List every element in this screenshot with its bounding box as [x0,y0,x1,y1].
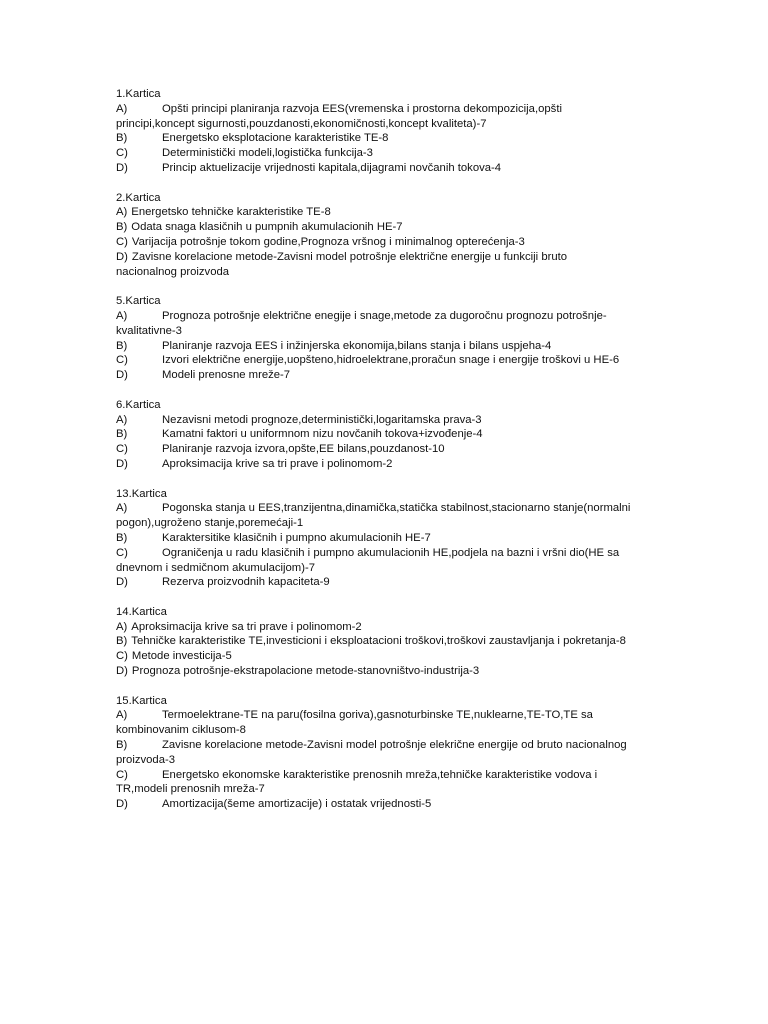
kartica-title: 13.Kartica [116,487,167,500]
kartica-item [116,309,656,339]
item-label: C) [116,650,128,663]
item-text: Pogonska stanja u EES,tranzijentna,dinamička,statička stabilnost,stacionarno stanje(normalni [162,502,631,515]
item-text-continuation: principi,koncept sigurnosti,pouzdanosti,ekonomičnosti,koncept kvaliteta)-7 [116,117,487,130]
kartica-title: 6.Kartica [116,398,161,411]
kartica-item [116,768,656,798]
item-text: Tehničke karakteristike TE,investicioni i eksploatacioni troškovi,troškovi zaustavljanja i pokretanja-8 [131,635,626,648]
item-text: Zavisne korelacione metode-Zavisni model potrošnje elekrične energije od bruto nacionalnog [162,739,627,752]
item-text: Kamatni faktori u uniformnom nizu novčanih tokova+izvođenje-4 [162,428,483,441]
kartica-section [116,294,656,383]
item-text: Energetsko tehničke karakteristike TE-8 [131,206,331,219]
item-text: Prognoza potrošnje-ekstrapolacione metode-stanovništvo-industrija-3 [131,665,480,678]
kartica-item [116,427,656,442]
item-label: A) [116,620,128,633]
kartica-section [116,87,656,176]
item-text-continuation: kvalitativne-3 [116,324,182,337]
item-text-continuation: pogon),ugroženo stanje,poremećaji-1 [116,517,304,530]
kartica-section [116,605,656,679]
kartica-title: 14.Kartica [116,605,167,618]
item-text: Nezavisni metodi prognoze,deterministički,logaritamska prava-3 [162,413,482,426]
item-label: C) [116,768,128,781]
item-text: Rezerva proizvodnih kapaciteta-9 [162,576,330,589]
kartica-item [116,575,656,590]
kartica-item [116,413,656,428]
item-text: Amortizacija(šeme amortizacije) i ostatak vrijednosti-5 [162,798,432,811]
item-label: B) [116,339,128,352]
item-text-continuation: kombinovanim ciklusom-8 [116,724,246,737]
kartica-item [116,235,656,250]
kartica-item [116,708,656,738]
item-label: C) [116,147,128,160]
kartica-section [116,191,656,280]
item-text: Energetsko ekonomske karakteristike prenosnih mreža,tehničke karakteristike vodova i [162,768,598,781]
kartica-item [116,339,656,354]
kartica-item [116,368,656,383]
kartica-item [116,738,656,768]
kartica-item [116,649,656,664]
item-label: D) [116,576,128,589]
item-label: A) [116,413,128,426]
document-page [116,87,656,827]
kartica-title: 2.Kartica [116,191,161,204]
item-label: A) [116,309,128,322]
item-label: C) [116,235,128,248]
kartica-item [116,102,656,132]
kartica-item [116,353,656,368]
item-text: Zavisne korelacione metode-Zavisni model potrošnje električne energije u funkciji bruto [131,250,568,263]
item-label: A) [116,502,128,515]
item-label: C) [116,546,128,559]
kartica-item [116,442,656,457]
item-text: Odata snaga klasičnih u pumpnih akumulacionih HE-7 [131,221,403,234]
item-label: B) [116,739,128,752]
item-text: Aproksimacija krive sa tri prave i polinomom-2 [162,457,393,470]
item-label: B) [116,132,128,145]
item-text: Planiranje razvoja izvora,opšte,EE bilans,pouzdanost-10 [162,443,445,456]
item-text: Modeli prenosne mreže-7 [162,369,291,382]
kartica-item [116,220,656,235]
item-text: Izvori električne energije,uopšteno,hidroelektrane,proračun snage i energije troškovi u HE-6 [162,354,620,367]
item-label: D) [116,457,128,470]
kartica-item [116,131,656,146]
item-text-continuation: proizvoda-3 [116,753,176,766]
item-label: A) [116,709,128,722]
kartica-item [116,501,656,531]
item-text: Ograničenja u radu klasičnih i pumpno akumulacionih HE,podjela na bazni i vršni dio(HE sa [162,546,620,559]
kartica-title: 5.Kartica [116,295,161,308]
item-label: A) [116,206,128,219]
item-label: D) [116,798,128,811]
item-label: A) [116,102,128,115]
kartica-item [116,250,656,280]
item-label: D) [116,161,128,174]
kartica-section [116,487,656,591]
item-label: C) [116,354,128,367]
item-label: B) [116,221,128,234]
kartica-item [116,664,656,679]
item-text: Princip aktuelizacije vrijednosti kapitala,dijagrami novčanih tokova-4 [162,161,502,174]
item-label: B) [116,635,128,648]
item-text: Aproksimacija krive sa tri prave i polinomom-2 [131,620,362,633]
kartica-item [116,546,656,576]
kartica-section [116,398,656,472]
kartica-item [116,797,656,812]
item-label: B) [116,428,128,441]
item-label: C) [116,443,128,456]
kartica-item [116,634,656,649]
item-label: B) [116,531,128,544]
item-text-continuation: dnevnom i sedmičnom akumulacijom)-7 [116,561,316,574]
item-text: Energetsko eksplotacione karakteristike TE-8 [162,132,389,145]
kartica-item [116,161,656,176]
kartica-title: 1.Kartica [116,88,161,100]
kartica-title: 15.Kartica [116,694,167,707]
item-text: Planiranje razvoja EES i inžinjerska ekonomija,bilans stanja i bilans uspjeha-4 [162,339,552,352]
item-label: D) [116,250,128,263]
kartica-section [116,694,656,812]
kartica-item [116,146,656,161]
item-label: D) [116,665,128,678]
kartica-item [116,531,656,546]
item-text: Opšti principi planiranja razvoja EES(vremenska i prostorna dekompozicija,opšti [162,102,562,115]
item-text-continuation: TR,modeli prenosnih mreža-7 [116,783,265,796]
kartica-item [116,457,656,472]
item-text: Prognoza potrošnje električne enegije i snage,metode za dugoročnu prognozu potrošnje- [162,309,607,322]
kartica-item [116,620,656,635]
item-text: Termoelektrane-TE na paru(fosilna goriva),gasnoturbinske TE,nuklearne,TE-TO,TE sa [162,709,593,722]
item-text: Karaktersitike klasičnih i pumpno akumulacionih HE-7 [162,531,431,544]
item-text-continuation: nacionalnog proizvoda [116,265,230,278]
kartica-item [116,205,656,220]
item-text: Varijacija potrošnje tokom godine,Prognoza vršnog i minimalnog opterećenja-3 [131,235,525,248]
item-label: D) [116,369,128,382]
item-text: Deterministički modeli,logistička funkcija-3 [162,147,373,160]
item-text: Metode investicija-5 [131,650,232,663]
